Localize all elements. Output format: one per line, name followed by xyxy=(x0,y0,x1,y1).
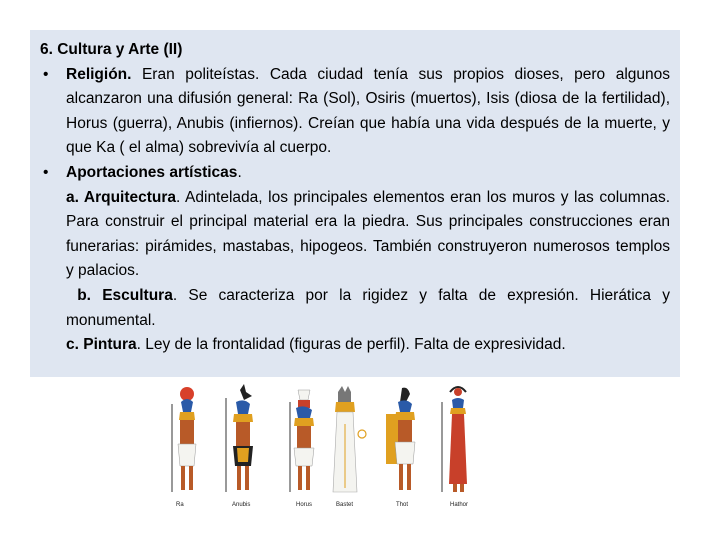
god-figure-horus xyxy=(290,390,314,492)
subsection-architecture xyxy=(40,186,670,284)
god-label-hathor: Hathor xyxy=(450,502,469,508)
god-figure-thot xyxy=(386,388,415,490)
subsection-sculpture-term: b. Escultura xyxy=(77,286,173,304)
god-figure-ra xyxy=(172,387,196,492)
god-label-horus: Horus xyxy=(296,502,313,508)
subsection-sculpture-text: . Se caracteriza por la rigidez y falta de expresión. Hierática y monumental. xyxy=(66,286,671,329)
bullet-art xyxy=(40,161,670,186)
bullet-art-text: . xyxy=(237,163,242,181)
egyptian-gods-illustration xyxy=(160,384,490,514)
bullet-religion-term: Religión. xyxy=(66,65,132,83)
subsection-sculpture xyxy=(40,284,670,333)
god-figure-bastet xyxy=(333,386,366,492)
god-label-thot: Thot xyxy=(396,502,409,508)
bullet-art-term: Aportaciones artísticas xyxy=(66,163,238,181)
subsection-architecture-term: a. Arquitectura xyxy=(66,188,177,206)
subsection-architecture-text: . Adintelada, los principales elementos eran los muros y las columnas. Para construir el principal material era la piedra. Sus principales construcciones eran funerarias: pirámides, mastabas, hipogeos. También construyeron numerosos templos y palacios. xyxy=(66,188,670,280)
subsection-painting xyxy=(40,333,670,358)
god-label-ra: Ra xyxy=(176,502,184,508)
subsection-painting-term: c. Pintura xyxy=(66,336,137,354)
bullet-dot: • xyxy=(43,163,49,181)
content-box xyxy=(30,30,680,377)
bullet-dot: • xyxy=(43,65,49,83)
god-label-anubis: Anubis xyxy=(232,502,251,508)
god-label-bastet: Bastet xyxy=(336,502,354,508)
bullet-religion xyxy=(40,63,670,161)
slide-title: 6. Cultura y Arte (II) xyxy=(40,41,183,58)
bullet-religion-text: Eran politeístas. Cada ciudad tenía sus propios dioses, pero algunos alcanzaron una difusión general: Ra (Sol), Osiris (muertos), Isis (diosa de la fertilidad), Horus (guerra), Anubis (infiernos). Creían que había una vida después de la muerte, y que Ka ( el alma) sobrevivía al cuerpo. xyxy=(66,65,670,157)
god-figure-anubis xyxy=(226,384,253,492)
god-figure-hathor xyxy=(442,387,467,492)
subsection-painting-text: . Ley de la frontalidad (figuras de perfil). Falta de expresividad. xyxy=(136,336,566,354)
